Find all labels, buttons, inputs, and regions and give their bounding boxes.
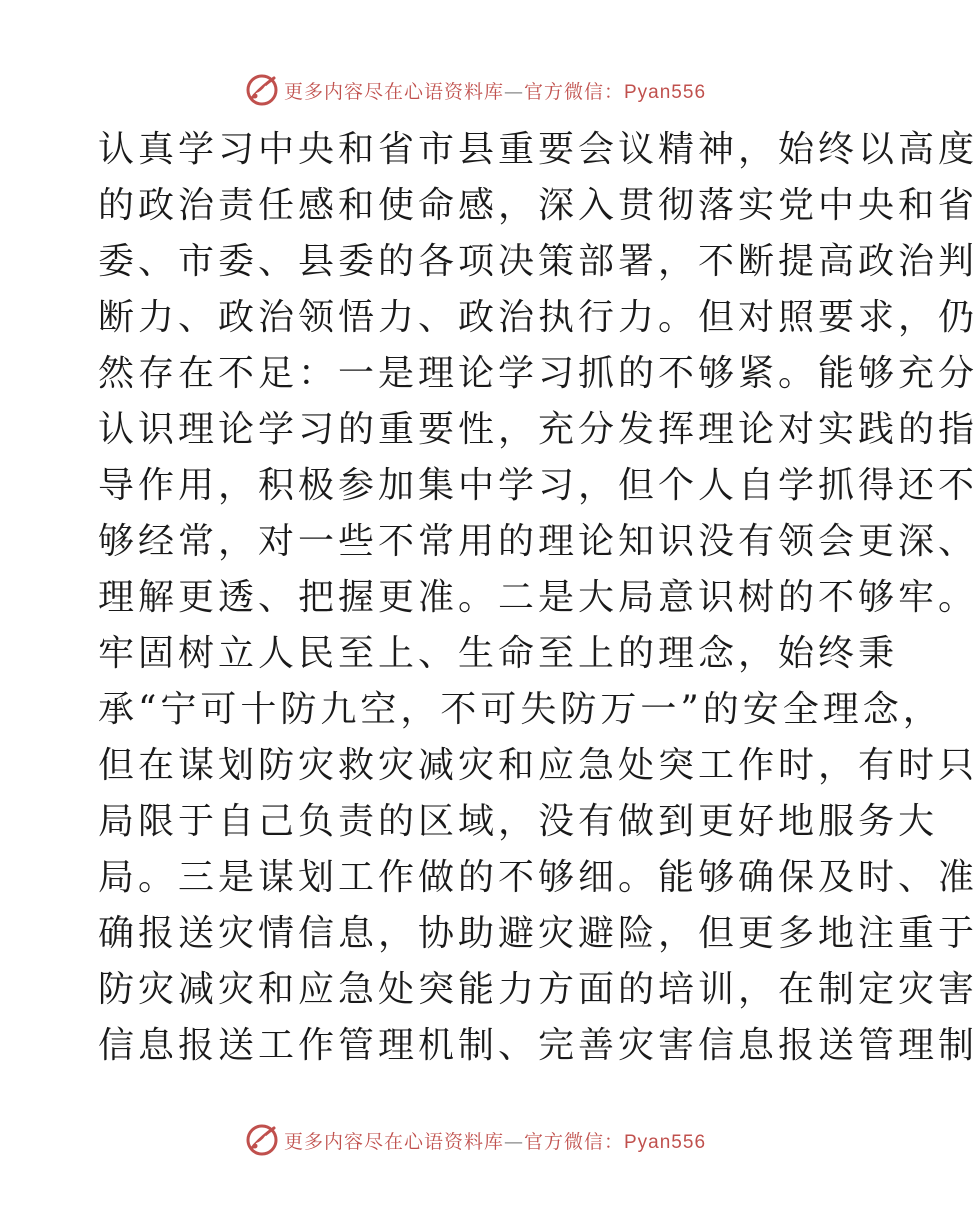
watermark-text <box>284 1127 706 1154</box>
document-body <box>98 122 978 1074</box>
watermark-wechat-id: Pyan556 <box>624 1131 707 1153</box>
watermark-wechat-label: 官方微信： <box>523 1130 624 1153</box>
body-line: 但在谋划防灾救灾减灾和应急处突工作时，有时只 <box>98 745 978 786</box>
body-line: 理解更透、把握更准。二是大局意识树的不够牢。 <box>98 577 978 618</box>
watermark-site-name: 更多内容尽在心语资料库 <box>283 1130 504 1153</box>
body-line: 委、市委、县委的各项决策部署，不断提高政治判 <box>98 241 978 282</box>
body-line: 局。三是谋划工作做的不够细。能够确保及时、准 <box>98 857 978 898</box>
body-line: 承“宁可十防九空，不可失防万一”的安全理念， <box>98 689 943 730</box>
body-line: 信息报送工作管理机制、完善灾害信息报送管理制 <box>98 1025 978 1066</box>
body-line: 确报送灾情信息，协助避灾避险，但更多地注重于 <box>98 913 978 954</box>
brand-logo-icon <box>244 1122 280 1158</box>
watermark-separator: — <box>503 1130 524 1153</box>
body-line: 然存在不足：一是理论学习抓的不够紧。能够充分 <box>98 353 978 394</box>
body-line: 够经常，对一些不常用的理论知识没有领会更深、 <box>98 521 978 562</box>
body-line: 的政治责任感和使命感，深入贯彻落实党中央和省 <box>98 185 978 226</box>
watermark-wechat-label: 官方微信： <box>523 80 624 103</box>
body-line: 导作用，积极参加集中学习，但个人自学抓得还不 <box>98 465 978 506</box>
body-line: 认识理论学习的重要性，充分发挥理论对实践的指 <box>98 409 978 450</box>
body-line: 认真学习中央和省市县重要会议精神，始终以高度 <box>98 129 978 170</box>
watermark-text <box>284 77 706 104</box>
body-line: 牢固树立人民至上、生命至上的理念，始终秉 <box>98 633 899 674</box>
brand-logo-icon <box>244 72 280 108</box>
header-watermark <box>0 70 950 110</box>
footer-watermark <box>0 1120 950 1160</box>
body-line: 防灾减灾和应急处突能力方面的培训，在制定灾害 <box>98 969 978 1010</box>
body-line: 断力、政治领悟力、政治执行力。但对照要求，仍 <box>98 297 978 338</box>
body-line: 局限于自己负责的区域，没有做到更好地服务大 <box>98 801 939 842</box>
watermark-separator: — <box>503 80 524 103</box>
watermark-site-name: 更多内容尽在心语资料库 <box>283 80 504 103</box>
watermark-wechat-id: Pyan556 <box>624 81 707 103</box>
